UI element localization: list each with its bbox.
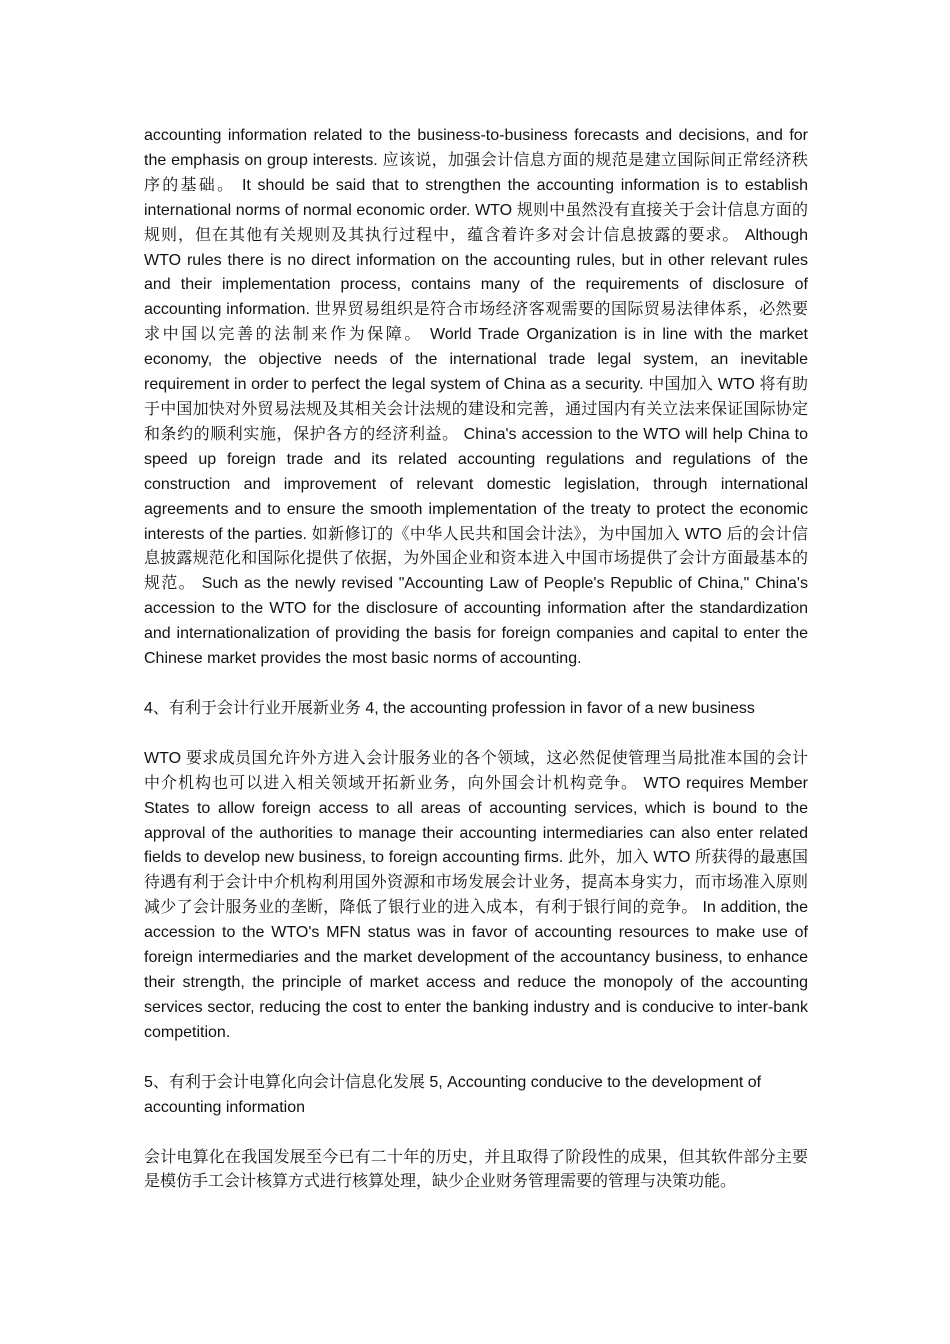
section-heading-4: 4、有利于会计行业开展新业务 4, the accounting profession in favor of a new business bbox=[144, 699, 755, 717]
section-heading-5: 5、有利于会计电算化向会计信息化发展 5, Accounting conducive to the development of accounting information bbox=[144, 1073, 762, 1116]
paragraph-new-business: WTO 要求成员国允许外方进入会计服务业的各个领域，这必然促使管理当局批准本国的会计中介机构也可以进入相关领域开拓新业务，向外国会计机构竞争。 WTO requires Member States to allow foreign access to all areas of accounting services, which is bound to the approval of the authorities to manage their accounting intermediaries can also enter related fields to develop new business, to foreign accounting firms. 此外，加入 WTO 所获得的最惠国待遇有利于会计中介机构利用国外资源和市场发展会计业务，提高本身实力，而市场准入原则减少了会计服务业的垄断，降低了银行业的进入成本，有利于银行间的竞争。 In addition, the accession to the WTO's MFN status was in favor of accounting resources to make use of foreign intermediaries and the market development of the accountancy business, to enhance their strength, the principle of market access and reduce the monopoly of the accounting services sector, reducing the cost to enter the banking industry and is conducive to inter-bank competition. bbox=[144, 749, 808, 1041]
paragraph-wto-accounting-norms: accounting information related to the business-to-business forecasts and decisions, and for the emphasis on group interests. 应该说，加强会计信息方面的规范是建立国际间正常经济秩序的基础。 It should be said that to strengthen the accounting information is to establish international norms of normal economic order. WTO 规则中虽然没有直接关于会计信息方面的规则，但在其他有关规则及其执行过程中，蕴含着许多对会计信息披露的要求。 Although WTO rules there is no direct information on the accounting rules, but in other relevant rules and their implementation process, contains many of the requirements of disclosure of accounting information. 世界贸易组织是符合市场经济客观需要的国际贸易法律体系，必然要求中国以完善的法制来作为保障。 World Trade Organization is in line with the market economy, the objective needs of the international trade legal system, an inevitable requirement in order to perfect the legal system of China as a security. 中国加入 WTO 将有助于中国加快对外贸易法规及其相关会计法规的建设和完善，通过国内有关立法来保证国际协定和条约的顺利实施，保护各方的经济利益。 China's accession to the WTO will help China to speed up foreign trade and its related accounting regulations and regulations of the construction and improvement of relevant domestic legislation, through international agreements and to ensure the smooth implementation of the treaty to protect the economic interests of the parties. 如新修订的《中华人民共和国会计法》，为中国加入 WTO 后的会计信息披露规范化和国际化提供了依据，为外国企业和资本进入中国市场提供了会计方面最基本的规范。 Such as the newly revised "Accounting Law of People's Republic of China," China's accession to the WTO for the disclosure of accounting information after the standardization and internationalization of providing the basis for foreign companies and capital to enter the Chinese market provides the most basic norms of accounting. bbox=[144, 127, 808, 668]
paragraph-computerization: 会计电算化在我国发展至今已有二十年的历史，并且取得了阶段性的成果，但其软件部分主要是模仿手工会计核算方式进行核算处理，缺少企业财务管理需要的管理与决策功能。 bbox=[144, 1148, 808, 1191]
document-body bbox=[144, 124, 808, 1220]
